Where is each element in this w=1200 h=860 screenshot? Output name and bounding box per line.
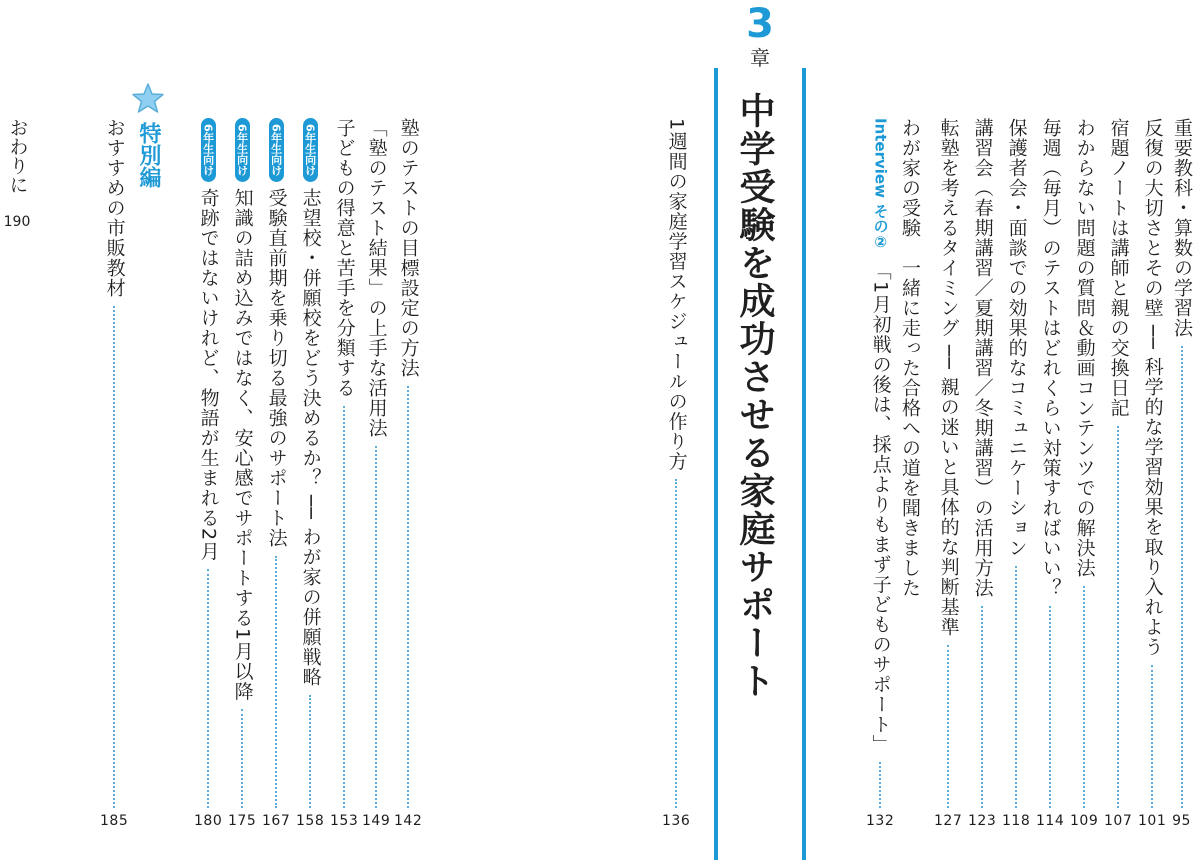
- toc-entry[interactable]: [394, 118, 422, 828]
- toc-leader: [275, 556, 277, 808]
- toc-entry-page: 95: [1172, 813, 1191, 829]
- toc-entry-title: 保護者会・面談での効果的なコミュニケーション: [1005, 118, 1028, 558]
- toc-entry-title: 講習会（春期講習／夏期講習／冬期講習）の活用方法: [971, 118, 994, 598]
- toc-entry-title: わが家の受験 一緒に走った合格への道を聞きました: [899, 118, 921, 598]
- toc-leader: [675, 479, 677, 808]
- toc-leader: [1083, 586, 1085, 808]
- grade-tag: 6年生向け: [269, 118, 284, 182]
- toc-leader: [407, 386, 409, 808]
- toc-entry-title: 知識の詰め込みではなく、安心感でサポートする1月以降: [231, 187, 254, 701]
- toc-leader: [343, 406, 345, 808]
- chapter-rule-left: [714, 68, 718, 860]
- toc-leader: [309, 695, 311, 808]
- toc-entry[interactable]: [1172, 118, 1191, 828]
- toc-entry-page: 136: [662, 813, 691, 829]
- toc-entry-title: 「塾のテスト結果」の上手な活用法: [365, 118, 388, 438]
- toc-entry[interactable]: [1070, 118, 1098, 828]
- special-label: 特別編: [136, 122, 161, 188]
- toc-leader: [981, 606, 983, 808]
- toc-entry-title: 宿題ノートは講師と親の交換日記: [1107, 118, 1130, 418]
- interview-tag: Interview その②: [871, 118, 890, 252]
- toc-entry-page: 149: [362, 813, 391, 829]
- toc-entry-page: 101: [1138, 813, 1167, 829]
- toc-entry[interactable]: [934, 118, 962, 828]
- toc-leader: [1049, 606, 1051, 808]
- toc-entry-title: おわりに: [6, 118, 29, 194]
- toc-entry-closing[interactable]: [2, 118, 32, 230]
- toc-entry-title: 塾のテストの目標設定の方法: [397, 118, 420, 378]
- toc-entry-page: 180: [194, 813, 223, 829]
- toc-leader: [375, 446, 377, 808]
- toc-entry[interactable]: [662, 118, 690, 828]
- toc-entry-page: 132: [866, 813, 895, 829]
- grade-tag: 6年生向け: [235, 118, 250, 182]
- toc-entry-title: 「1月初戦の後は、採点よりもまず子どものサポート」: [869, 261, 892, 755]
- toc-entry-title: 受験直前期を乗り切る最強のサポート法: [265, 187, 288, 548]
- special-section: [128, 82, 168, 188]
- toc-entry-page: 123: [968, 813, 997, 829]
- chapter-kanji: 章: [750, 46, 770, 70]
- toc-entry[interactable]: [1104, 118, 1132, 828]
- toc-entry-grade6[interactable]: [228, 118, 256, 828]
- toc-leader: [1117, 426, 1119, 808]
- toc-entry-page: 127: [934, 813, 963, 829]
- grade-tag: 6年生向け: [303, 118, 318, 182]
- toc-leader: [207, 569, 209, 808]
- toc-leader: [879, 762, 881, 808]
- toc-entry-page: 142: [394, 813, 423, 829]
- toc-entry-page: 118: [1002, 813, 1031, 829]
- toc-entry-title: わからない問題の質問＆動画コンテンツでの解決法: [1073, 118, 1096, 578]
- toc-entry-title: 1週間の家庭学習スケジュールの作り方: [665, 118, 688, 472]
- grade-tag: 6年生向け: [201, 118, 216, 182]
- toc-entry-title: 毎週（毎月）のテストはどれくらい対策すればいい？: [1039, 118, 1062, 598]
- toc-entry-title: おすすめの市販教材: [103, 118, 126, 298]
- toc-entry[interactable]: [1036, 118, 1064, 828]
- toc-entry-grade6[interactable]: [262, 118, 290, 828]
- toc-entry-grade6[interactable]: [296, 118, 324, 828]
- toc-leader: [1015, 566, 1017, 808]
- toc-entry-title: 転塾を考えるタイミング ── 親の迷いと具体的な判断基準: [937, 118, 960, 637]
- toc-entry-title: 重要教科・算数の学習法: [1171, 118, 1193, 338]
- toc-leader: [947, 645, 949, 808]
- toc-entry-page: 109: [1070, 813, 1099, 829]
- toc-leader: [1151, 665, 1153, 808]
- toc-leader: [113, 306, 115, 808]
- toc-entry-title: 反復の大切さとその壁 ── 科学的な学習効果を取り入れよう: [1141, 118, 1164, 657]
- toc-entry-page: 185: [100, 813, 129, 829]
- toc-entry-page: 175: [228, 813, 257, 829]
- toc-entry-title: 奇跡ではないけれど、物語が生まれる2月: [197, 187, 220, 561]
- toc-entry[interactable]: [900, 118, 919, 598]
- chapter-number: 3: [746, 1, 774, 47]
- toc-leader: [241, 709, 243, 808]
- toc-entry[interactable]: [968, 118, 996, 828]
- toc-entry-interview[interactable]: [866, 118, 894, 828]
- toc-entry-page: 190: [3, 214, 31, 230]
- toc-entry-page: 158: [296, 813, 325, 829]
- toc-leader: [1181, 346, 1183, 808]
- toc-entry-page: 153: [330, 813, 359, 829]
- chapter-title: 中学受験を成功させる家庭サポート: [734, 92, 775, 700]
- toc-entry-grade6[interactable]: [194, 118, 222, 828]
- toc-entry[interactable]: [1002, 118, 1030, 828]
- toc-entry[interactable]: [1138, 118, 1166, 828]
- toc-entry-page: 107: [1104, 813, 1133, 829]
- toc-entry-title: 子どもの得意と苦手を分類する: [333, 118, 356, 398]
- chapter-heading: [735, 0, 785, 70]
- chapter-rule-right: [802, 68, 806, 860]
- toc-entry[interactable]: [330, 118, 358, 828]
- toc-entry-page: 167: [262, 813, 291, 829]
- toc-entry[interactable]: [362, 118, 390, 828]
- star-icon: [131, 82, 165, 114]
- toc-entry[interactable]: [100, 118, 128, 828]
- toc-entry-page: 114: [1036, 813, 1065, 829]
- toc-entry-title: 志望校・併願校をどう決めるか？ ── わが家の併願戦略: [299, 187, 322, 687]
